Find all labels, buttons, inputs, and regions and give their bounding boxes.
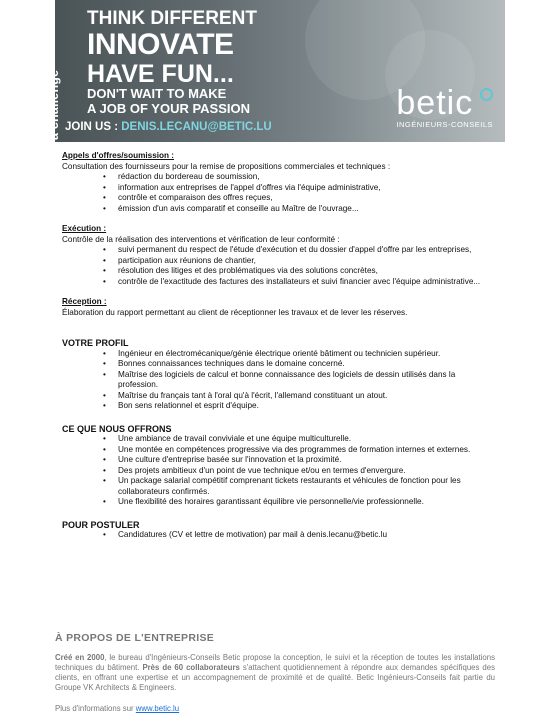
list-item: • rédaction du bordereau de soumission, (118, 172, 482, 183)
list-item: • contrôle de l'exactitude des factures des installateurs et suivi financier avec l'équipe administrative... (118, 277, 482, 288)
more-label: Plus d'informations sur (55, 704, 136, 713)
logo-brand: betic (396, 84, 474, 122)
list-item: • contrôle et comparaison des offres reçues, (118, 193, 482, 204)
job-description (62, 151, 482, 541)
list-item: • Des projets ambitieux d'un point de vue technique et/ou en termes d'envergure. (118, 466, 482, 477)
list-item: • participation aux réunions de chantier, (118, 256, 482, 267)
execution-list (62, 245, 482, 287)
profil-list (62, 349, 482, 412)
about-bold-2: Près de 60 collaborateurs (142, 663, 240, 672)
banner-line-3: HAVE FUN... (87, 60, 234, 88)
profil-title: VOTRE PROFIL (62, 338, 129, 348)
about-body (55, 653, 495, 693)
banner-vertical-line1: Make everyday (33, 48, 47, 140)
banner-vertical-slogan (33, 10, 61, 140)
header-banner (33, 0, 505, 142)
logo-dot-icon (480, 88, 493, 101)
execution-title: Exécution : (62, 224, 107, 233)
join-email[interactable]: DENIS.LECANU@BETIC.LU (121, 121, 272, 133)
list-item: • Maîtrise des logiciels de calcul et bonne connaissance des logiciels de dessin utilisés dans la profession. (118, 370, 482, 391)
offrons-title: CE QUE NOUS OFFRONS (62, 423, 172, 434)
banner-vertical-line2: a challenge (47, 69, 61, 140)
about-text-2: s'attachent quotidiennement à répondre aux demandes spécifiques des clients, en offrant une expertise et un accompagnement de proximité et de qualité. Betic Ingénieurs-Conseils fait partie du Groupe VK Architects & Engineers. (55, 663, 495, 692)
list-item: • Bonnes connaissances techniques dans le domaine concerné. (118, 359, 482, 370)
about-text-1: , le bureau d'Ingénieurs-Conseils Betic propose la conception, le suivi et la réception de toutes les installations techniques du bâtiment. (55, 653, 495, 672)
list-item: • émission d'un avis comparatif et conseille au Maître de l'ouvrage... (118, 204, 482, 215)
banner-line-2: INNOVATE (87, 28, 234, 61)
list-item: • information aux entreprises de l'appel d'offres via l'équipe administrative, (118, 183, 482, 194)
list-item: • Une montée en compétences progressive via des programmes de formation internes et externes. (118, 445, 482, 456)
list-item: • Candidatures (CV et lettre de motivation) par mail à denis.lecanu@betic.lu (118, 530, 482, 541)
execution-intro: Contrôle de la réalisation des interventions et vérification de leur conformité : (62, 234, 340, 244)
reception-title: Réception : (62, 297, 107, 306)
website-link[interactable]: www.betic.lu (135, 704, 180, 713)
list-item: • Maîtrise du français tant à l'oral qu'à l'écrit, l'allemand constituant un atout. (118, 391, 482, 402)
about-title: À PROPOS DE L'ENTREPRISE (55, 632, 215, 644)
list-item: • Une ambiance de travail conviviale et une équipe multiculturelle. (118, 434, 482, 445)
postuler-list (62, 530, 482, 541)
about-bold-1: Créé en 2000 (55, 653, 105, 662)
join-label: JOIN US : (65, 121, 122, 133)
list-item: • Ingénieur en électromécanique/génie électrique orienté bâtiment ou technicien supérieur. (118, 349, 482, 360)
appels-list (62, 172, 482, 214)
list-item: • résolution des litiges et des problématiques via des solutions concrètes, (118, 266, 482, 277)
banner-line-1: THINK DIFFERENT (87, 8, 257, 29)
list-item: • Une flexibilité des horaires garantissant équilibre vie personnelle/vie professionnelle. (118, 497, 482, 508)
banner-line-4: DON'T WAIT TO MAKE (87, 86, 227, 101)
reception-intro: Élaboration du rapport permettant au client de réceptionner les travaux et de lever les réserves. (62, 307, 408, 317)
list-item: • Un package salarial compétitif comprenant tickets restaurants et véhicules de fonction pour les collaborateurs confirmés. (118, 476, 482, 497)
betic-logo (396, 86, 493, 129)
offrons-list (62, 434, 482, 508)
appels-intro: Consultation des fournisseurs pour la remise de propositions commerciales et techniques : (62, 161, 391, 171)
logo-subtitle: INGÉNIEURS-CONSEILS (396, 120, 493, 129)
postuler-title: POUR POSTULER (62, 519, 140, 530)
banner-join-us (65, 121, 272, 133)
about-more (55, 704, 495, 713)
banner-line-5: A JOB OF YOUR PASSION (87, 101, 251, 116)
appels-title: Appels d'offres/soumission : (62, 151, 175, 160)
list-item: • Bon sens relationnel et esprit d'équipe. (118, 401, 482, 412)
about-section (55, 632, 495, 713)
list-item: • suivi permanent du respect de l'étude d'exécution et du dossier d'appel d'offre par les entreprises, (118, 245, 482, 256)
list-item: • Une culture d'entreprise basée sur l'innovation et la proximité. (118, 455, 482, 466)
